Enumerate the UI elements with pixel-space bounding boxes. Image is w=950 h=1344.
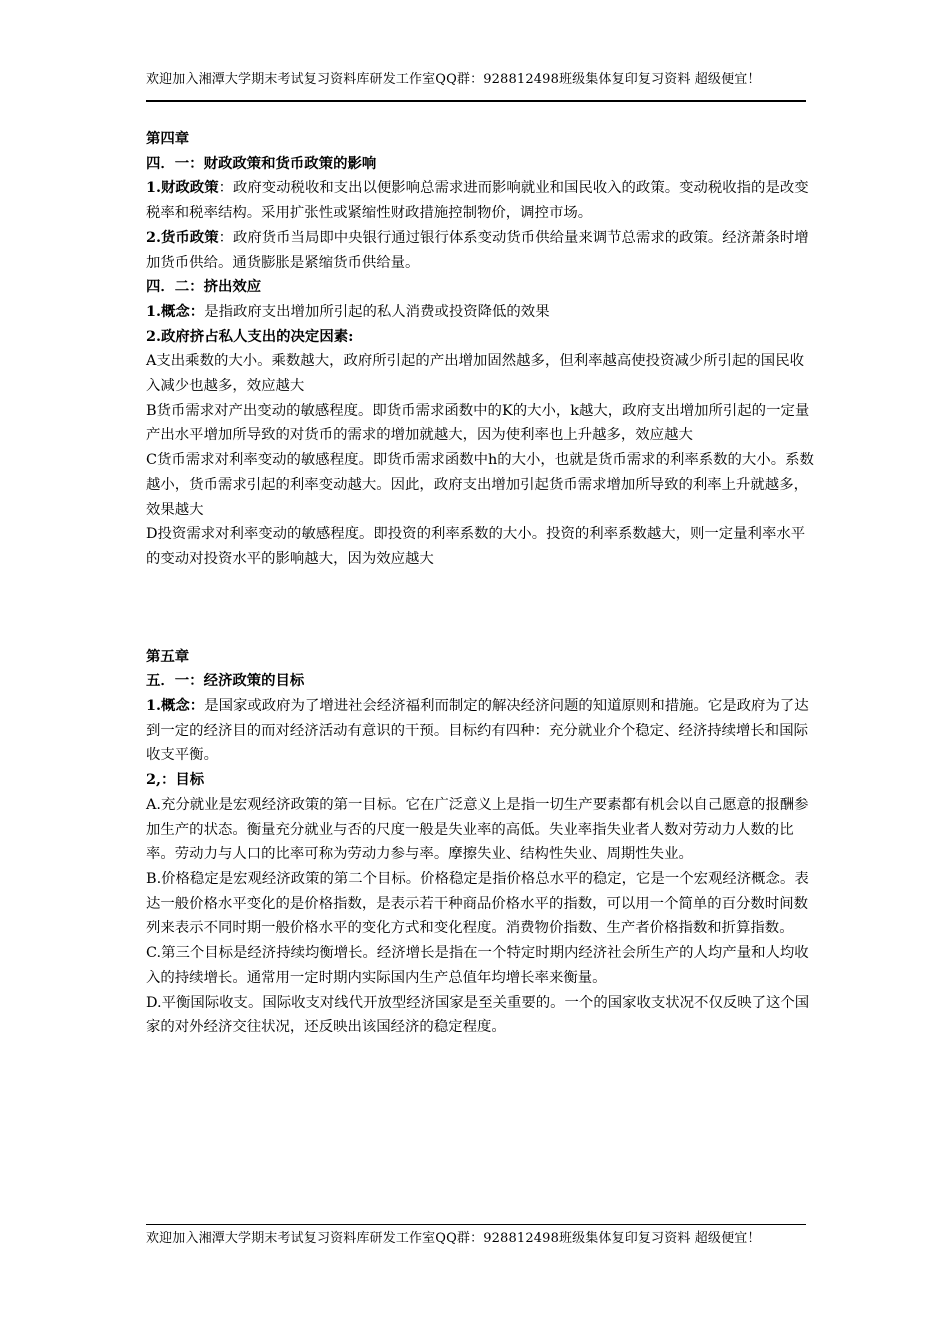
section-4-2-heading: 四．二：挤出效应: [146, 278, 262, 296]
chapter-4-title: 第四章: [146, 130, 190, 147]
section-4-1-heading: 四．一：财政政策和货币政策的影响: [146, 154, 377, 172]
fiscal-policy-text: ：政府变动税收和支出以便影响总需求进而影响就业和国民收入的政策。变动税收指的是改变税率和税率结构。采用扩张性或紧缩性财政措施控制物价，调控市场。: [146, 180, 809, 222]
goal-d: D.平衡国际收支。国际收支对线代开放型经济国家是至关重要的。一个的国家收支状况不仅反映了这个国家的对外经济交往状况，还反映出该国经济的稳定程度。: [146, 994, 810, 1036]
factor-b: B货币需求对产出变动的敏感程度。即货币需求函数中的K的大小，k越大，政府支出增加所引起的一定量产出水平增加所导致的对货币的需求的增加就越大，因为使利率也上升越多，效应越大: [146, 402, 810, 444]
header-divider: [146, 100, 806, 102]
economic-policy-concept-label: 1.概念：: [146, 697, 205, 715]
page-footer: 欢迎加入湘潭大学期末考试复习资料库研发工作室QQ群：928812498班级集体复印复习资料 超级便宜！: [146, 1231, 761, 1246]
goal-b: B.价格稳定是宏观经济政策的第二个目标。价格稳定是指价格总水平的稳定，它是一个宏观经济概念。表达一般价格水平变化的是价格指数，是表示若干种商品价格水平的指数，可以用一个简单的百分数时间数列来表示不同时期一般价格水平的变化方式和变化程度。消费物价指数、生产者价格指数和折算指数。: [146, 870, 809, 937]
economic-policy-concept-text: 是国家或政府为了增进社会经济福利而制定的解决经济问题的知道原则和措施。它是政府为了达到一定的经济目的而对经济活动有意识的干预。目标约有四种：充分就业介个稳定、经济持续增长和国际收支平衡。: [146, 698, 809, 764]
goal-c: C.第三个目标是经济持续均衡增长。经济增长是指在一个特定时期内经济社会所生产的人均产量和人均收入的持续增长。通常用一定时期内实际国内生产总值年均增长率来衡量。: [146, 945, 809, 986]
economic-policy-concept: [146, 694, 816, 768]
monetary-policy-paragraph: [146, 226, 816, 275]
crowding-out-concept-label: 1.概念：: [146, 302, 205, 320]
factor-a: A支出乘数的大小。乘数越大，政府所引起的产出增加固然越多，但利率越高使投资减少所引起的国民收入减少也越多，效应越大: [146, 353, 804, 395]
crowding-out-factors-heading: 2.政府挤占私人支出的决定因素:: [146, 327, 354, 345]
goal-a: A.充分就业是宏观经济政策的第一目标。它在广泛意义上是指一切生产要素都有机会以自己愿意的报酬参加生产的状态。衡量充分就业与否的尺度一般是失业率的高低。失业率指失业者人数对劳动力人数的比率。劳动力与人口的比率可称为劳动力参与率。摩擦失业、结构性失业、周期性失业。: [146, 796, 809, 863]
chapter-spacer: [146, 572, 816, 645]
section-5-1-heading: 五．一：经济政策的目标: [146, 672, 305, 690]
factor-c: C货币需求对利率变动的敏感程度。即货币需求函数中h的大小，也就是货币需求的利率系数的大小。系数越小，货币需求引起的利率变动越大。因此，政府支出增加引起货币需求增加所导致的利率上升就越多，效果越大: [146, 452, 814, 518]
document-body: [146, 127, 816, 1040]
monetary-policy-label: 2.货币政策: [146, 228, 219, 246]
fiscal-policy-paragraph: [146, 176, 816, 225]
factor-d: D投资需求对利率变动的敏感程度。即投资的利率系数的大小。投资的利率系数越大，则一定量利率水平的变动对投资水平的影响越大，因为效应越大: [146, 526, 806, 567]
monetary-policy-text: ：政府货币当局即中央银行通过银行体系变动货币供给量来调节总需求的政策。经济萧条时增加货币供给。通货膨胀是紧缩货币供给量。: [146, 229, 809, 271]
crowding-out-concept: [146, 300, 816, 325]
crowding-out-concept-text: 是指政府支出增加所引起的私人消费或投资降低的效果: [204, 303, 550, 320]
fiscal-policy-label: 1.财政政策: [146, 179, 219, 197]
footer-divider: [146, 1224, 806, 1225]
page-header: 欢迎加入湘潭大学期末考试复习资料库研发工作室QQ群：928812498班级集体复印复习资料 超级便宜！: [146, 72, 761, 87]
chapter-5-title: 第五章: [146, 647, 190, 665]
goals-heading: 2,：目标: [146, 771, 205, 789]
